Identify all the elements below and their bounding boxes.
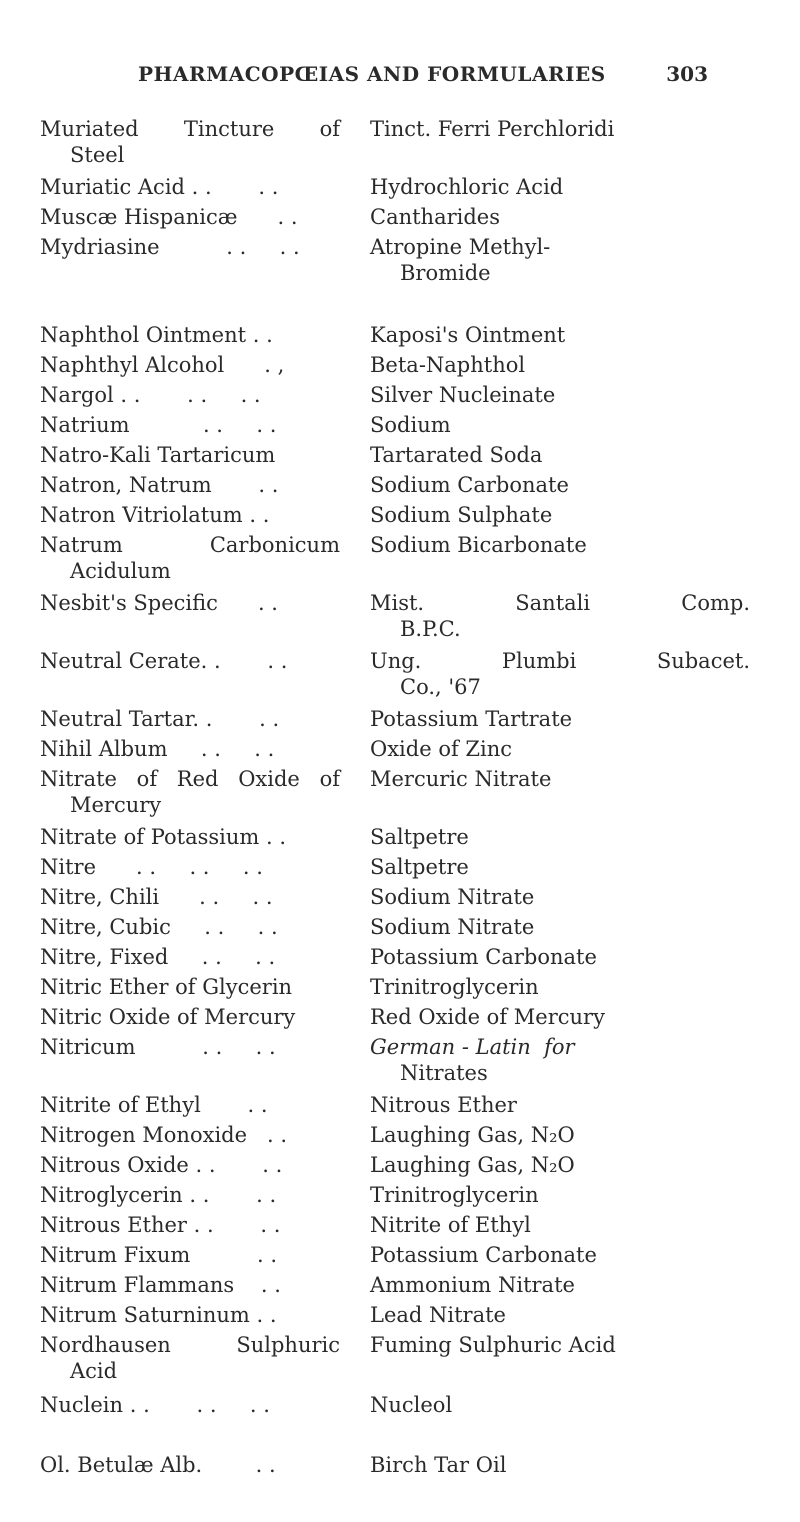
entry-equivalent: Cantharides [370,205,500,229]
entry-equivalent: Sodium Sulphate [370,503,553,527]
entry-term: Nitre . . . . . . [40,855,263,879]
entry-term: Nitre, Cubic . . . . [40,915,278,939]
entry-term: Nitrous Oxide . . . . [40,1153,283,1177]
entry-term: Nitrous Ether . . . . [40,1213,281,1237]
entry-equivalent: Silver Nucleinate [370,383,556,407]
entry-equivalent: Tinct. Ferri Perchloridi [370,117,615,141]
entry-equivalent: Sodium Carbonate [370,473,569,497]
running-title: PHARMACOPŒIAS AND FORMULARIES [138,62,606,86]
entry-equivalent: Nitrous Ether [370,1093,517,1117]
entry-equivalent: Mist. Santali Comp. B.P.C. [370,591,750,641]
entry-equivalent: Ammonium Nitrate [370,1273,575,1297]
entry-equivalent: Laughing Gas, N₂O [370,1123,575,1147]
entry-equivalent: Beta-Naphthol [370,353,526,377]
entry-term: Neutral Tartar. . . . [40,707,280,731]
entry-term: Nordhausen Sulphuric Acid [40,1333,340,1383]
entry-equivalent: Ung. Plumbi Subacet. Co., '67 [370,649,750,699]
entry-term: Mydriasine . . . . [40,235,300,259]
entry-term: Natron Vitriolatum . . [40,503,270,527]
entry-equivalent: Birch Tar Oil [370,1453,507,1477]
page-number: 303 [666,62,708,86]
entry-equivalent: Oxide of Zinc [370,737,513,761]
entry-equivalent: Mercuric Nitrate [370,767,552,791]
entry-term: Nitric Ether of Glycerin [40,975,293,999]
entry-equivalent: Potassium Carbonate [370,1243,597,1267]
entry-term: Natrium . . . . [40,413,277,437]
entry-term: Natron, Natrum . . [40,473,279,497]
entry-equivalent: Kaposi's Ointment [370,323,566,347]
entry-term: Nitric Oxide of Mercury [40,1005,296,1029]
entry-term: Nitre, Fixed . . . . [40,945,276,969]
entry-equivalent: Trinitroglycerin [370,1183,539,1207]
entry-term: Natrum Carbonicum Acidulum [40,533,340,583]
entry-term: Nitrum Saturninum . . [40,1303,277,1327]
entry-equivalent: Red Oxide of Mercury [370,1005,605,1029]
page-header [138,62,708,98]
entry-equivalent: Trinitroglycerin [370,975,539,999]
entry-equivalent: Nucleol [370,1393,453,1417]
entry-term: Nitrite of Ethyl . . [40,1093,268,1117]
entry-equivalent: Nitrite of Ethyl [370,1213,531,1237]
entry-equivalent: Laughing Gas, N₂O [370,1153,575,1177]
entry-term: Nihil Album . . . . [40,737,275,761]
entry-term: Nesbit's Specific . . [40,591,278,615]
entry-term: Nuclein . . . . . . [40,1393,270,1417]
entry-equivalent: Hydrochloric Acid [370,175,564,199]
entry-term: Nitricum . . . . [40,1035,276,1059]
entry-term: Muriated Tincture of Steel [40,117,340,167]
entry-term: Nitrate of Red Oxide of Mercury [40,767,340,817]
entry-equivalent: German - Latin for Nitrates [370,1035,575,1085]
entry-term: Muscæ Hispanicæ . . [40,205,298,229]
entry-term: Nitre, Chili . . . . [40,885,273,909]
entry-equivalent: Sodium Nitrate [370,885,535,909]
entry-equivalent: Sodium Bicarbonate [370,533,587,557]
entry-equivalent: Atropine Methyl- Bromide [370,235,551,285]
entry-term: Nitrum Fixum . . [40,1243,278,1267]
entry-term: Muriatic Acid . . . . [40,175,279,199]
entry-term: Neutral Cerate. . . . [40,649,288,673]
entry-term: Nitroglycerin . . . . [40,1183,277,1207]
entry-term: Natro-Kali Tartaricum [40,443,276,467]
entry-equivalent: Potassium Carbonate [370,945,597,969]
entry-equivalent: Tartarated Soda [370,443,543,467]
entry-term: Nitrum Flammans . . [40,1273,281,1297]
entry-term: Ol. Betulæ Alb. . . [40,1453,276,1477]
entry-term: Nitrogen Monoxide . . [40,1123,288,1147]
entry-equivalent: Fuming Sulphuric Acid [370,1333,616,1357]
entry-equivalent: Sodium [370,413,451,437]
entry-term: Naphthyl Alcohol . , [40,353,285,377]
entry-term: Nitrate of Potassium . . [40,825,287,849]
entry-equivalent: Saltpetre [370,825,469,849]
entry-equivalent: Sodium Nitrate [370,915,535,939]
entry-equivalent: Saltpetre [370,855,469,879]
entry-term: Nargol . . . . . . [40,383,261,407]
entry-equivalent: Lead Nitrate [370,1303,506,1327]
entry-term: Naphthol Ointment . . [40,323,273,347]
entry-equivalent: Potassium Tartrate [370,707,573,731]
